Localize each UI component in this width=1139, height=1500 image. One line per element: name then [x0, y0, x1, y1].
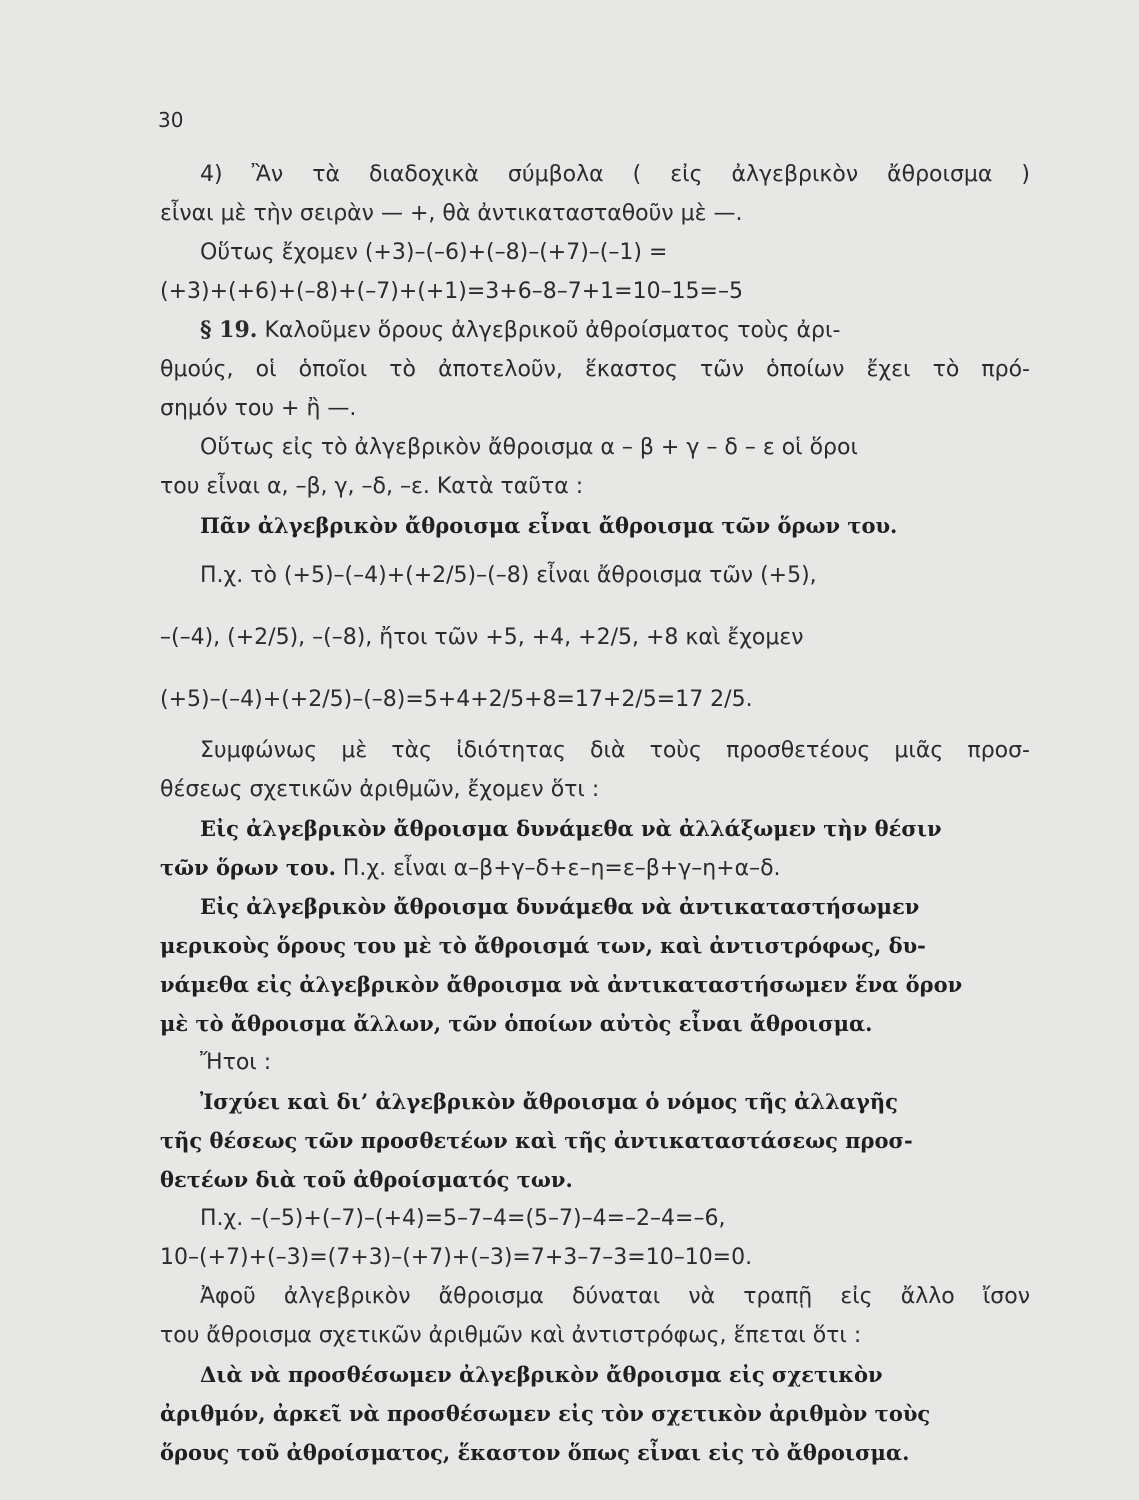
text-line: Συμφώνως μὲ τὰς ἰδιότητας διὰ τοὺς προσθετέους μιᾶς προσ- [200, 738, 1030, 763]
text-line: Οὕτως ἔχομεν (+3)–(–6)+(–8)–(+7)–(–1) = [200, 240, 668, 265]
text-line: Ἤτοι : [200, 1050, 272, 1075]
text-line: Καλοῦμεν ὅρους ἀλγεβρικοῦ ἀθροίσματος τοὺς ἀρι- [264, 318, 841, 343]
rule-text: τῆς θέσεως τῶν προσθετέων καὶ τῆς ἀντικαταστάσεως προσ- [160, 1128, 913, 1153]
page-number: 30 [158, 108, 184, 132]
rule-text: Πᾶν ἀλγεβρικὸν ἄθροισμα εἶναι ἄθροισμα τῶν ὅρων του. [200, 513, 898, 538]
rule-text: θετέων διὰ τοῦ ἀθροίσματός των. [160, 1167, 573, 1192]
rule-text: τῶν ὅρων του. [160, 855, 336, 880]
rule-text: Εἰς ἀλγεβρικὸν ἄθροισμα δυνάμεθα νὰ ἀντικαταστήσωμεν [200, 894, 920, 919]
rule-text: νάμεθα εἰς ἀλγεβρικὸν ἄθροισμα νὰ ἀντικαταστήσωμεν ἕνα ὅρον [160, 972, 963, 997]
text-line: Ἀφοῦ ἀλγεβρικὸν ἄθροισμα δύναται νὰ τραπῇ εἰς ἄλλο ἴσον [200, 1284, 1030, 1309]
section-number: § 19. [200, 317, 258, 343]
rule-text: μὲ τὸ ἄθροισμα ἄλλων, τῶν ὁποίων αὐτὸς εἶναι ἄθροισμα. [160, 1011, 873, 1036]
math-line: 10–(+7)+(–3)=(7+3)–(+7)+(–3)=7+3–7–3=10–10=0. [160, 1245, 753, 1270]
text-line: θμούς, οἱ ὁποῖοι τὸ ἀποτελοῦν, ἕκαστος τῶν ὁποίων ἔχει τὸ πρό- [160, 357, 1030, 382]
math-line: Π.χ. τὸ (+5)–(–4)+(+2/5)–(–8) εἶναι ἄθροισμα τῶν (+5), [200, 563, 817, 588]
text-line: (+3)+(+6)+(–8)+(–7)+(+1)=3+6–8–7+1=10–15=–5 [160, 279, 743, 304]
text-line: σημόν του + ἢ —. [160, 396, 357, 421]
text-line: Οὕτως εἰς τὸ ἀλγεβρικὸν ἄθροισμα α – β + γ – δ – ε οἱ ὅροι [200, 435, 858, 460]
math-line: –(–4), (+2/5), –(–8), ἤτοι τῶν +5, +4, +2/5, +8 καὶ ἔχομεν [160, 625, 804, 650]
text-line: του ἄθροισμα σχετικῶν ἀριθμῶν καὶ ἀντιστρόφως, ἕπεται ὅτι : [160, 1323, 862, 1348]
text-line: εἶναι μὲ τὴν σειρὰν — +, θὰ ἀντικατασταθοῦν μὲ —. [160, 201, 743, 226]
rule-text: Διὰ νὰ προσθέσωμεν ἀλγεβρικὸν ἄθροισμα εἰς σχετικὸν [200, 1362, 883, 1387]
section-line [160, 311, 1030, 350]
text-line: 4) Ἂν τὰ διαδοχικὰ σύμβολα ( εἰς ἀλγεβρικὸν ἄθροισμα ) [200, 162, 1030, 187]
mixed-line [160, 848, 1030, 887]
text-line: του εἶναι α, –β, γ, –δ, –ε. Κατὰ ταῦτα : [160, 474, 584, 499]
example-text: Π.χ. εἶναι α–β+γ–δ+ε–η=ε–β+γ–η+α–δ. [342, 856, 781, 881]
rule-text: Εἰς ἀλγεβρικὸν ἄθροισμα δυνάμεθα νὰ ἀλλάξωμεν τὴν θέσιν [200, 816, 942, 841]
rule-text: ἀριθμόν, ἀρκεῖ νὰ προσθέσωμεν εἰς τὸν σχετικὸν ἀριθμὸν τοὺς [160, 1401, 931, 1426]
rule-text: μερικοὺς ὅρους του μὲ τὸ ἄθροισμά των, καὶ ἀντιστρόφως, δυ- [160, 933, 926, 958]
text-line: θέσεως σχετικῶν ἀριθμῶν, ἔχομεν ὅτι : [160, 777, 600, 802]
page-body [160, 155, 1030, 1472]
math-line: (+5)–(–4)+(+2/5)–(–8)=5+4+2/5+8=17+2/5=17 2/5. [160, 687, 753, 712]
math-line: Π.χ. –(–5)+(–7)–(+4)=5–7–4=(5–7)–4=–2–4=–6, [200, 1206, 726, 1231]
rule-text: Ἰσχύει καὶ δι’ ἀλγεβρικὸν ἄθροισμα ὁ νόμος τῆς ἀλλαγῆς [200, 1089, 898, 1114]
rule-text: ὅρους τοῦ ἀθροίσματος, ἕκαστον ὅπως εἶναι εἰς τὸ ἄθροισμα. [160, 1440, 910, 1465]
